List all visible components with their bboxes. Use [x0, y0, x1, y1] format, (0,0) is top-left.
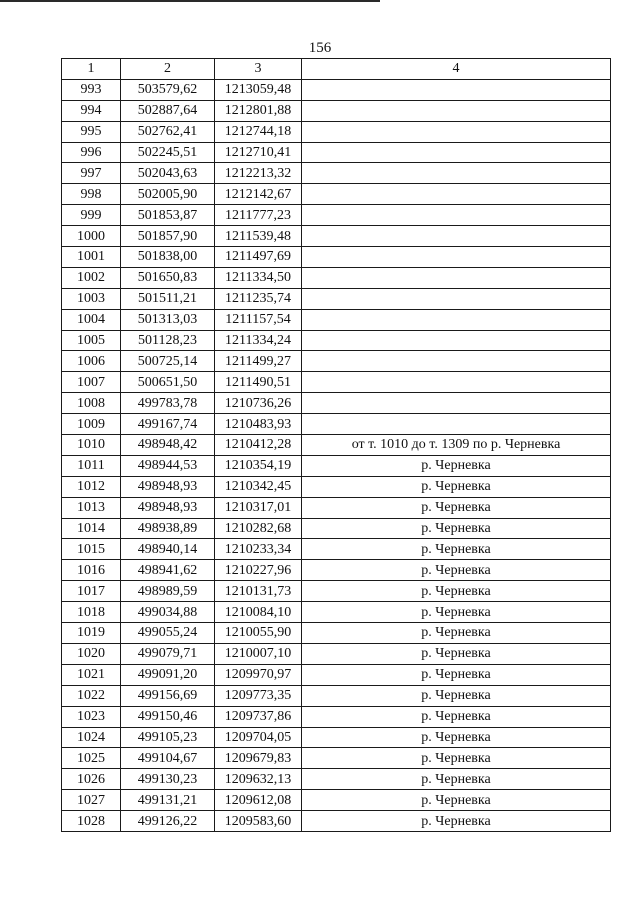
- x-coordinate-cell: 499055,24: [121, 623, 215, 644]
- description-cell: [302, 393, 611, 414]
- point-number-cell: 1003: [62, 288, 121, 309]
- table-row: [62, 142, 611, 163]
- point-number-cell: 1020: [62, 643, 121, 664]
- x-coordinate-cell: 499104,67: [121, 748, 215, 769]
- y-coordinate-cell: 1209612,08: [215, 790, 302, 811]
- y-coordinate-cell: 1210317,01: [215, 497, 302, 518]
- y-coordinate-cell: 1210055,90: [215, 623, 302, 644]
- description-cell: [302, 309, 611, 330]
- description-cell: р. Черневка: [302, 518, 611, 539]
- point-number-cell: 1004: [62, 309, 121, 330]
- description-cell: [302, 288, 611, 309]
- y-coordinate-cell: 1211490,51: [215, 372, 302, 393]
- table-row: [62, 455, 611, 476]
- point-number-cell: 1002: [62, 267, 121, 288]
- table-row: [62, 309, 611, 330]
- description-cell: [302, 372, 611, 393]
- y-coordinate-cell: 1212801,88: [215, 100, 302, 121]
- y-coordinate-cell: 1211497,69: [215, 247, 302, 268]
- point-number-cell: 1019: [62, 623, 121, 644]
- point-number-cell: 1022: [62, 685, 121, 706]
- description-cell: р. Черневка: [302, 769, 611, 790]
- description-cell: [302, 79, 611, 100]
- y-coordinate-cell: 1211334,50: [215, 267, 302, 288]
- x-coordinate-cell: 499167,74: [121, 414, 215, 435]
- table-row: [62, 518, 611, 539]
- x-coordinate-cell: 499079,71: [121, 643, 215, 664]
- description-cell: [302, 163, 611, 184]
- table-row: [62, 267, 611, 288]
- y-coordinate-cell: 1212213,32: [215, 163, 302, 184]
- point-number-cell: 1010: [62, 435, 121, 456]
- description-cell: р. Черневка: [302, 727, 611, 748]
- table-row: [62, 727, 611, 748]
- x-coordinate-cell: 498948,93: [121, 476, 215, 497]
- table-row: [62, 79, 611, 100]
- y-coordinate-cell: 1210233,34: [215, 539, 302, 560]
- x-coordinate-cell: 499783,78: [121, 393, 215, 414]
- y-coordinate-cell: 1209679,83: [215, 748, 302, 769]
- x-coordinate-cell: 501857,90: [121, 226, 215, 247]
- x-coordinate-cell: 498944,53: [121, 455, 215, 476]
- x-coordinate-cell: 499091,20: [121, 664, 215, 685]
- y-coordinate-cell: 1211334,24: [215, 330, 302, 351]
- y-coordinate-cell: 1209632,13: [215, 769, 302, 790]
- description-cell: р. Черневка: [302, 623, 611, 644]
- x-coordinate-cell: 499034,88: [121, 602, 215, 623]
- table-row: [62, 100, 611, 121]
- table-row: [62, 539, 611, 560]
- point-number-cell: 1008: [62, 393, 121, 414]
- column-header-1: 1: [62, 59, 121, 80]
- table-row: [62, 476, 611, 497]
- x-coordinate-cell: 499130,23: [121, 769, 215, 790]
- description-cell: р. Черневка: [302, 476, 611, 497]
- y-coordinate-cell: 1211539,48: [215, 226, 302, 247]
- y-coordinate-cell: 1212744,18: [215, 121, 302, 142]
- point-number-cell: 1000: [62, 226, 121, 247]
- x-coordinate-cell: 498948,42: [121, 435, 215, 456]
- table-row: [62, 623, 611, 644]
- table-row: [62, 247, 611, 268]
- table-row: [62, 288, 611, 309]
- point-number-cell: 1014: [62, 518, 121, 539]
- description-cell: от т. 1010 до т. 1309 по р. Черневка: [302, 435, 611, 456]
- y-coordinate-cell: 1210412,28: [215, 435, 302, 456]
- description-cell: [302, 267, 611, 288]
- y-coordinate-cell: 1210354,19: [215, 455, 302, 476]
- point-number-cell: 998: [62, 184, 121, 205]
- x-coordinate-cell: 501650,83: [121, 267, 215, 288]
- y-coordinate-cell: 1209737,86: [215, 706, 302, 727]
- point-number-cell: 997: [62, 163, 121, 184]
- description-cell: р. Черневка: [302, 790, 611, 811]
- table-row: [62, 811, 611, 832]
- point-number-cell: 1011: [62, 455, 121, 476]
- point-number-cell: 1025: [62, 748, 121, 769]
- point-number-cell: 1024: [62, 727, 121, 748]
- point-number-cell: 1001: [62, 247, 121, 268]
- point-number-cell: 995: [62, 121, 121, 142]
- x-coordinate-cell: 503579,62: [121, 79, 215, 100]
- table-row: [62, 226, 611, 247]
- table-row: [62, 163, 611, 184]
- table-row: [62, 205, 611, 226]
- description-cell: [302, 414, 611, 435]
- x-coordinate-cell: 501853,87: [121, 205, 215, 226]
- description-cell: [302, 351, 611, 372]
- description-cell: [302, 184, 611, 205]
- y-coordinate-cell: 1209583,60: [215, 811, 302, 832]
- description-cell: [302, 205, 611, 226]
- table-row: [62, 330, 611, 351]
- x-coordinate-cell: 498940,14: [121, 539, 215, 560]
- point-number-cell: 1018: [62, 602, 121, 623]
- y-coordinate-cell: 1213059,48: [215, 79, 302, 100]
- description-cell: р. Черневка: [302, 811, 611, 832]
- point-number-cell: 1017: [62, 581, 121, 602]
- table-row: [62, 414, 611, 435]
- y-coordinate-cell: 1212710,41: [215, 142, 302, 163]
- x-coordinate-cell: 501511,21: [121, 288, 215, 309]
- x-coordinate-cell: 502005,90: [121, 184, 215, 205]
- y-coordinate-cell: 1212142,67: [215, 184, 302, 205]
- point-number-cell: 1005: [62, 330, 121, 351]
- description-cell: [302, 247, 611, 268]
- coordinates-table: [61, 58, 611, 832]
- x-coordinate-cell: 500651,50: [121, 372, 215, 393]
- y-coordinate-cell: 1210342,45: [215, 476, 302, 497]
- point-number-cell: 994: [62, 100, 121, 121]
- table-row: [62, 121, 611, 142]
- scan-edge-line: [0, 0, 380, 2]
- column-header-3: 3: [215, 59, 302, 80]
- x-coordinate-cell: 501838,00: [121, 247, 215, 268]
- y-coordinate-cell: 1210084,10: [215, 602, 302, 623]
- x-coordinate-cell: 498948,93: [121, 497, 215, 518]
- description-cell: р. Черневка: [302, 664, 611, 685]
- table-row: [62, 602, 611, 623]
- y-coordinate-cell: 1210483,93: [215, 414, 302, 435]
- description-cell: [302, 142, 611, 163]
- point-number-cell: 1023: [62, 706, 121, 727]
- table-row: [62, 560, 611, 581]
- y-coordinate-cell: 1211499,27: [215, 351, 302, 372]
- table-row: [62, 790, 611, 811]
- point-number-cell: 1015: [62, 539, 121, 560]
- point-number-cell: 1027: [62, 790, 121, 811]
- x-coordinate-cell: 502245,51: [121, 142, 215, 163]
- point-number-cell: 1026: [62, 769, 121, 790]
- point-number-cell: 1012: [62, 476, 121, 497]
- x-coordinate-cell: 500725,14: [121, 351, 215, 372]
- table-row: [62, 643, 611, 664]
- table-row: [62, 685, 611, 706]
- table-row: [62, 748, 611, 769]
- x-coordinate-cell: 498989,59: [121, 581, 215, 602]
- point-number-cell: 1021: [62, 664, 121, 685]
- x-coordinate-cell: 501128,23: [121, 330, 215, 351]
- x-coordinate-cell: 499131,21: [121, 790, 215, 811]
- x-coordinate-cell: 499126,22: [121, 811, 215, 832]
- y-coordinate-cell: 1211777,23: [215, 205, 302, 226]
- table-row: [62, 497, 611, 518]
- description-cell: р. Черневка: [302, 685, 611, 706]
- x-coordinate-cell: 498941,62: [121, 560, 215, 581]
- description-cell: р. Черневка: [302, 455, 611, 476]
- description-cell: р. Черневка: [302, 643, 611, 664]
- column-header-2: 2: [121, 59, 215, 80]
- y-coordinate-cell: 1210007,10: [215, 643, 302, 664]
- y-coordinate-cell: 1210282,68: [215, 518, 302, 539]
- description-cell: р. Черневка: [302, 748, 611, 769]
- x-coordinate-cell: 501313,03: [121, 309, 215, 330]
- x-coordinate-cell: 502762,41: [121, 121, 215, 142]
- y-coordinate-cell: 1210131,73: [215, 581, 302, 602]
- y-coordinate-cell: 1210227,96: [215, 560, 302, 581]
- description-cell: [302, 121, 611, 142]
- page-number: 156: [308, 40, 332, 56]
- description-cell: р. Черневка: [302, 497, 611, 518]
- table-row: [62, 372, 611, 393]
- table-row: [62, 706, 611, 727]
- point-number-cell: 1006: [62, 351, 121, 372]
- point-number-cell: 993: [62, 79, 121, 100]
- description-cell: р. Черневка: [302, 602, 611, 623]
- x-coordinate-cell: 499156,69: [121, 685, 215, 706]
- point-number-cell: 1007: [62, 372, 121, 393]
- point-number-cell: 1028: [62, 811, 121, 832]
- table-row: [62, 393, 611, 414]
- x-coordinate-cell: 502887,64: [121, 100, 215, 121]
- point-number-cell: 1016: [62, 560, 121, 581]
- table-body: [62, 79, 611, 831]
- y-coordinate-cell: 1209773,35: [215, 685, 302, 706]
- table-row: [62, 435, 611, 456]
- y-coordinate-cell: 1211235,74: [215, 288, 302, 309]
- description-cell: [302, 330, 611, 351]
- column-header-4: 4: [302, 59, 611, 80]
- point-number-cell: 1013: [62, 497, 121, 518]
- description-cell: [302, 226, 611, 247]
- x-coordinate-cell: 498938,89: [121, 518, 215, 539]
- x-coordinate-cell: 499150,46: [121, 706, 215, 727]
- x-coordinate-cell: 499105,23: [121, 727, 215, 748]
- x-coordinate-cell: 502043,63: [121, 163, 215, 184]
- table-row: [62, 769, 611, 790]
- point-number-cell: 1009: [62, 414, 121, 435]
- y-coordinate-cell: 1211157,54: [215, 309, 302, 330]
- y-coordinate-cell: 1209970,97: [215, 664, 302, 685]
- table-row: [62, 664, 611, 685]
- table-row: [62, 184, 611, 205]
- point-number-cell: 999: [62, 205, 121, 226]
- description-cell: [302, 100, 611, 121]
- table-header-row: [62, 59, 611, 80]
- table-row: [62, 351, 611, 372]
- y-coordinate-cell: 1210736,26: [215, 393, 302, 414]
- description-cell: р. Черневка: [302, 581, 611, 602]
- description-cell: р. Черневка: [302, 539, 611, 560]
- y-coordinate-cell: 1209704,05: [215, 727, 302, 748]
- description-cell: р. Черневка: [302, 560, 611, 581]
- table-row: [62, 581, 611, 602]
- point-number-cell: 996: [62, 142, 121, 163]
- description-cell: р. Черневка: [302, 706, 611, 727]
